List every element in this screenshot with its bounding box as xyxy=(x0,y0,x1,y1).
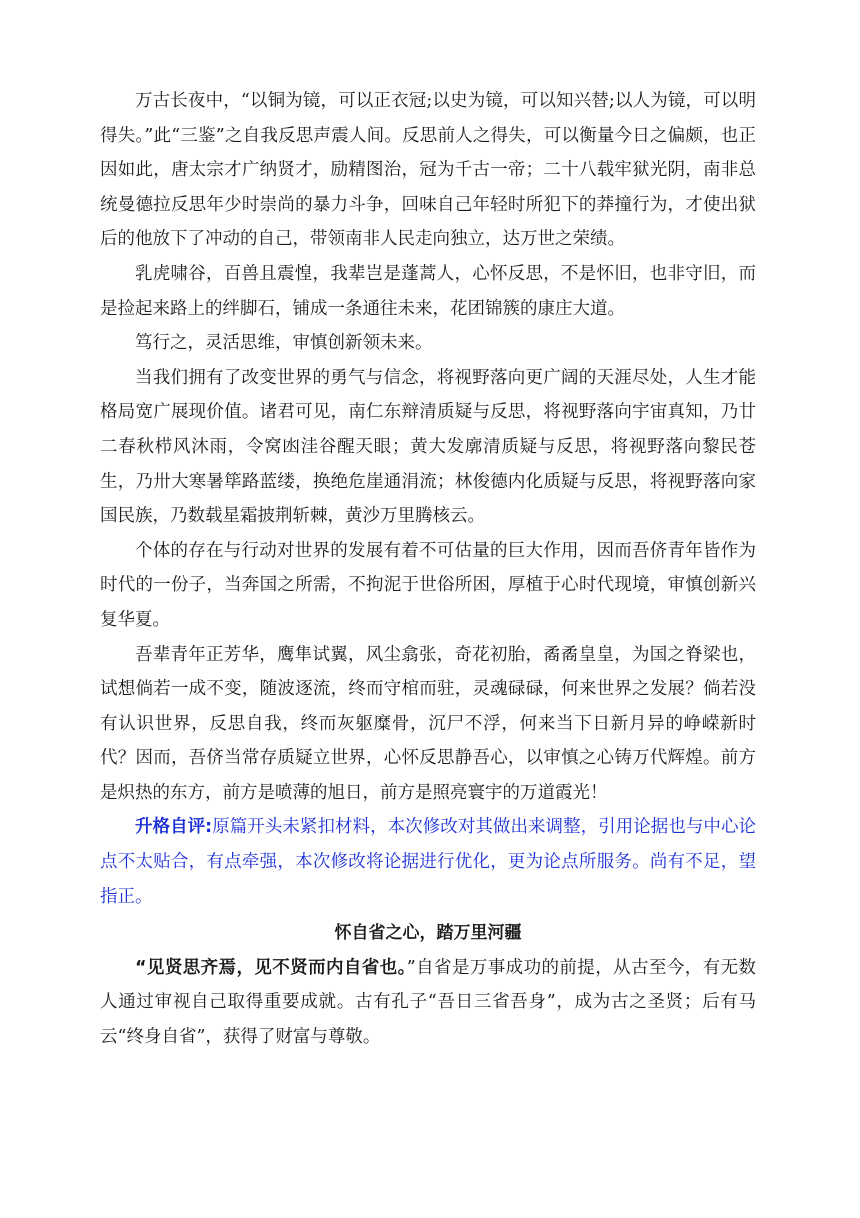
paragraph-self-reflection-text: ”自省是万事成功的前提，从古至今，有无数人通过审视自己取得重要成就。古有孔子“吾日三省吾身”，成为古之圣贤；后有马云“终身自省”，获得了财富与尊敬。 xyxy=(100,957,756,1048)
self-review-label: 升格自评: xyxy=(135,817,213,838)
paragraph-individual: 个体的存在与行动对世界的发展有着不可估量的巨大作用，因而吾侪青年皆作为时代的一份子，当奔国之所需，不拘泥于世俗所困，厚植于心时代现境，审慎创新兴复华夏。 xyxy=(100,540,756,630)
confucius-quote: “见贤思齐焉，见不贤而内自省也。 xyxy=(135,957,407,978)
paragraph-mirrors: 万古长夜中，“以铜为镜，可以正衣冠;以史为镜，可以知兴替;以人为镜，可以明得失。”此“三鉴”之自我反思声震人间。反思前人之得失，可以衡量今日之偏颇，也正因如此，唐太宗才广纳贤才，励精图治，冠为千古一帝；二十八载牢狱光阴，南非总统曼德拉反思年少时崇尚的暴力斗争，回味自己年轻时所犯下的莽撞行为，才使出狱后的他放下了冲动的自己，带领南非人民走向独立，达万世之荣绩。 xyxy=(100,91,756,250)
paragraph-practice: 笃行之，灵活思维，审慎创新领未来。 xyxy=(135,333,433,354)
paragraph-vision: 当我们拥有了改变世界的勇气与信念，将视野落向更广阔的天涯尽处，人生才能格局宽广展现价值。诸君可见，南仁东辩清质疑与反思，将视野落向宇宙真知，乃廿二春秋栉风沐雨，令窝凼洼谷醒天眼；黄大发廓清质疑与反思，将视野落向黎民苍生，乃卅大寒暑筚路蓝缕，换绝危崖通涓流；林俊德内化质疑与反思，将视野落向家国民族，乃数载星霜披荆斩棘，黄沙万里腾核云。 xyxy=(100,367,756,527)
paragraph-youth: 吾辈青年正芳华，鹰隼试翼，风尘翕张，奇花初胎，矞矞皇皇，为国之脊梁也，试想倘若一成不变，随波逐流，终而守棺而驻，灵魂碌碌，何来世界之发展？倘若没有认识世界，反思自我，终而灰躯糜骨，沉尸不浮，何来当下日新月异的峥嵘新时代？因而，吾侪当常存质疑立世界，心怀反思静吾心，以审慎之心铸万代辉煌。前方是炽热的东方，前方是喷薄的旭日，前方是照亮寰宇的万道霞光！ xyxy=(100,644,756,803)
self-review-text: 原篇开头未紧扣材料，本次修改对其做出来调整，引用论据也与中心论点不太贴合，有点牵强，本次修改将论据进行优化，更为论点所服务。尚有不足，望指正。 xyxy=(100,817,756,907)
essay-title: 怀自省之心，踏万里河疆 xyxy=(334,923,522,944)
document-body xyxy=(100,84,756,1055)
paragraph-self-reflection xyxy=(100,951,756,1055)
paragraph-tiger: 乳虎啸谷，百兽且震惶，我辈岂是蓬蒿人，心怀反思，不是怀旧，也非守旧，而是捡起来路上的绊脚石，铺成一条通往未来，花团锦簇的康庄大道。 xyxy=(100,263,756,319)
self-review xyxy=(100,810,756,914)
